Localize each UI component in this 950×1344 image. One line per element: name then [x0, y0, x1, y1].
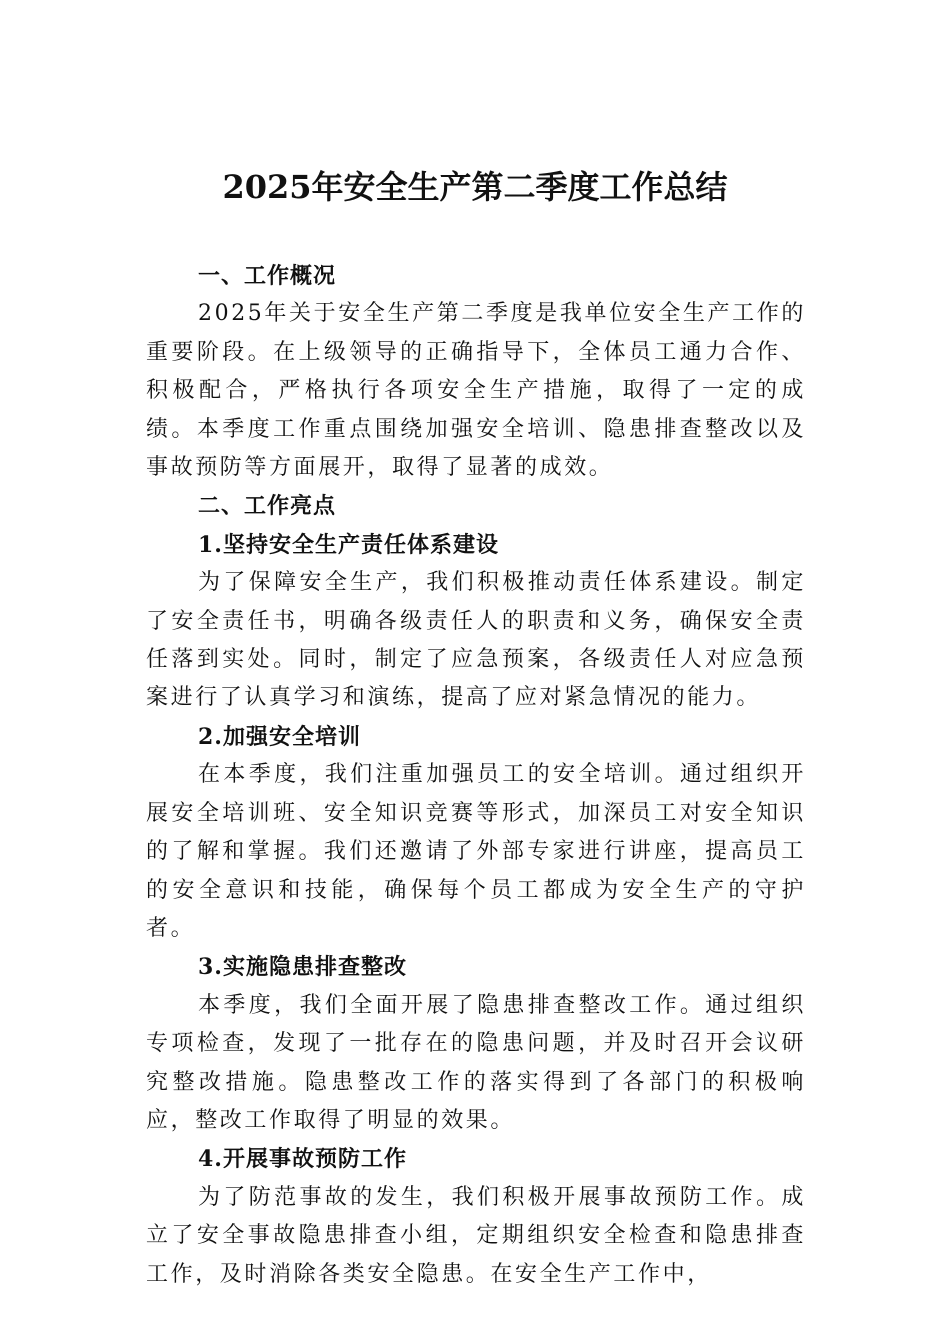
section-heading-overview: 一、工作概况	[198, 263, 337, 289]
section-heading-highlights: 二、工作亮点	[198, 493, 337, 520]
document-title: 2025年安全生产第二季度工作总结	[222, 168, 728, 206]
paragraph-overview: 2025年关于安全生产第二季度是我单位安全生产工作的重要阶段。在上级领导的正确指导下，全体员工通力合作、积极配合，严格执行各项安全生产措施，取得了一定的成绩。本季度工作重点围绕加强安全培训、隐患排查整改以及事故预防等方面展开，取得了显著的成效。	[146, 301, 806, 481]
subheading-hazard-inspection: 3.实施隐患排查整改	[198, 954, 407, 981]
paragraph-safety-training: 在本季度，我们注重加强员工的安全培训。通过组织开展安全培训班、安全知识竞赛等形式，加深员工对安全知识的了解和掌握。我们还邀请了外部专家进行讲座，提高员工的安全意识和技能，确保每个员工都成为安全生产的守护者。	[146, 762, 806, 941]
paragraph-accident-prevention: 为了防范事故的发生，我们积极开展事故预防工作。成立了安全事故隐患排查小组，定期组织安全检查和隐患排查工作，及时消除各类安全隐患。在安全生产工作中，	[146, 1184, 806, 1287]
subheading-responsibility-system: 1.坚持安全生产责任体系建设	[198, 531, 499, 558]
subheading-safety-training: 2.加强安全培训	[198, 723, 361, 750]
paragraph-responsibility-system: 为了保障安全生产，我们积极推动责任体系建设。制定了安全责任书，明确各级责任人的职责和义务，确保安全责任落到实处。同时，制定了应急预案，各级责任人对应急预案进行了认真学习和演练，提高了应对紧急情况的能力。	[146, 570, 806, 711]
document-body	[146, 257, 806, 1294]
paragraph-hazard-inspection: 本季度，我们全面开展了隐患排查整改工作。通过组织专项检查，发现了一批存在的隐患问题，并及时召开会议研究整改措施。隐患整改工作的落实得到了各部门的积极响应，整改工作取得了明显的效果。	[146, 992, 806, 1133]
subheading-accident-prevention: 4.开展事故预防工作	[198, 1146, 407, 1173]
